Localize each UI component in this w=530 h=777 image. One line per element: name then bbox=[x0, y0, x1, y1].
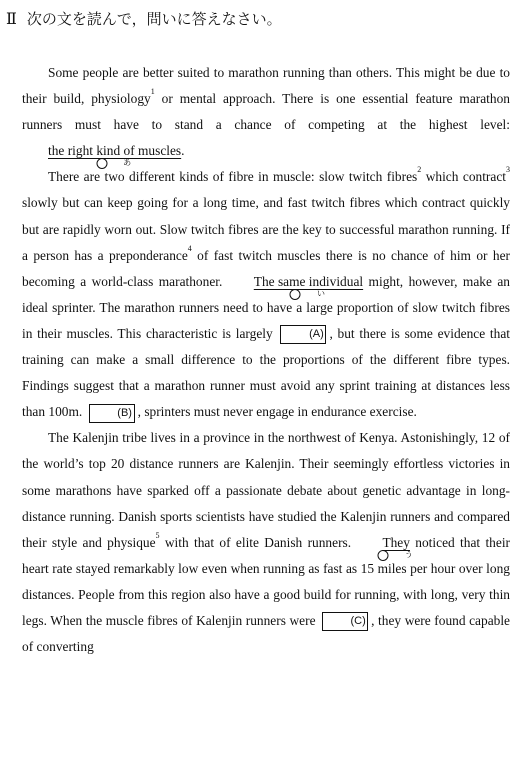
question-heading bbox=[6, 8, 282, 29]
footnote-5: 5 bbox=[155, 530, 160, 540]
p2-text-7: , sprinters must never engage in endurance exercise. bbox=[137, 404, 417, 420]
footnote-4: 4 bbox=[187, 243, 192, 253]
underline-u-text: They bbox=[382, 534, 410, 550]
blank-b-box[interactable]: (B) bbox=[89, 404, 135, 423]
reading-passage bbox=[22, 60, 510, 660]
underline-a bbox=[22, 143, 182, 168]
paragraph-2 bbox=[22, 164, 510, 425]
underline-i bbox=[228, 273, 364, 298]
p2-text-1: There are two different kinds of fibre in muscle: slow twitch fibres bbox=[48, 169, 418, 185]
p2-text-5: might, however, make an ideal sprinter. The marathon runners need to have a large proportion of slow twitch fibres in their muscles. This characteristic is largely bbox=[22, 273, 510, 341]
p1-text-2: or mental approach. There is one essential feature marathon runners must have to stand a chance of competing at the highest level: bbox=[22, 91, 510, 133]
p3-text-1: The Kalenjin tribe lives in a province in the northwest of Kenya. Astonishingly, 12 of the world’s top 20 distance runners are Kalenjin. Their seemingly effortless victories in some marathons have sparked off a passionate debate about genetic advantage in long-distance running. Danish sports scientists have studied the Kalenjin runners and compared their style and physique bbox=[22, 430, 510, 550]
blank-a-box[interactable]: (A) bbox=[280, 325, 326, 344]
p1-text-1: Some people are better suited to marathon running than others. This might be due to their build, physiology bbox=[22, 65, 510, 107]
p2-text-3: slowly but can keep going for a long time, and fast twitch fibres which contract quickly but are rapidly worn out. Slow twitch fibres are the key to successful marathon running. If a person has a preponderance bbox=[22, 195, 510, 263]
p1-text-3: . bbox=[181, 143, 185, 159]
underline-u-marker: う bbox=[378, 550, 389, 561]
p2-text-2: which contract bbox=[421, 169, 506, 185]
underline-u bbox=[356, 534, 413, 559]
underline-i-text: The same individual bbox=[253, 273, 364, 289]
p3-text-3: noticed that their heart rate stayed remarkably low even when running as fast as 15 miles per hour over long distances. People from this region also have a good build for running, with long, very thin legs. When the muscle fibres of Kalenjin runners were bbox=[22, 534, 510, 628]
question-number: Ⅱ bbox=[6, 11, 17, 28]
question-instruction: 次の文を読んで，問いに答えなさい。 bbox=[26, 12, 282, 28]
p3-text-2: with that of elite Danish runners. bbox=[159, 534, 352, 550]
footnote-1: 1 bbox=[150, 87, 155, 97]
underline-a-text: the right kind of muscles bbox=[48, 143, 182, 159]
footnote-3: 3 bbox=[506, 165, 510, 175]
p2-text-6: , but there is some evidence that training can make a small difference to the proportions of the different fibre types. Findings suggest that a marathon runner must avoid any sprint training at distances less than 100m. bbox=[22, 325, 510, 420]
paragraph-1 bbox=[22, 60, 510, 168]
footnote-2: 2 bbox=[417, 165, 422, 175]
underline-i-marker: い bbox=[290, 289, 301, 300]
p3-text-4: , they were found capable of converting bbox=[22, 612, 510, 655]
paragraph-3 bbox=[22, 425, 510, 660]
p2-text-4: of fast twitch muscles there is no chance of him or her becoming a world-class marathoner. bbox=[22, 247, 510, 289]
underline-a-marker: あ bbox=[96, 158, 107, 169]
blank-c-box[interactable]: (C) bbox=[322, 612, 368, 631]
